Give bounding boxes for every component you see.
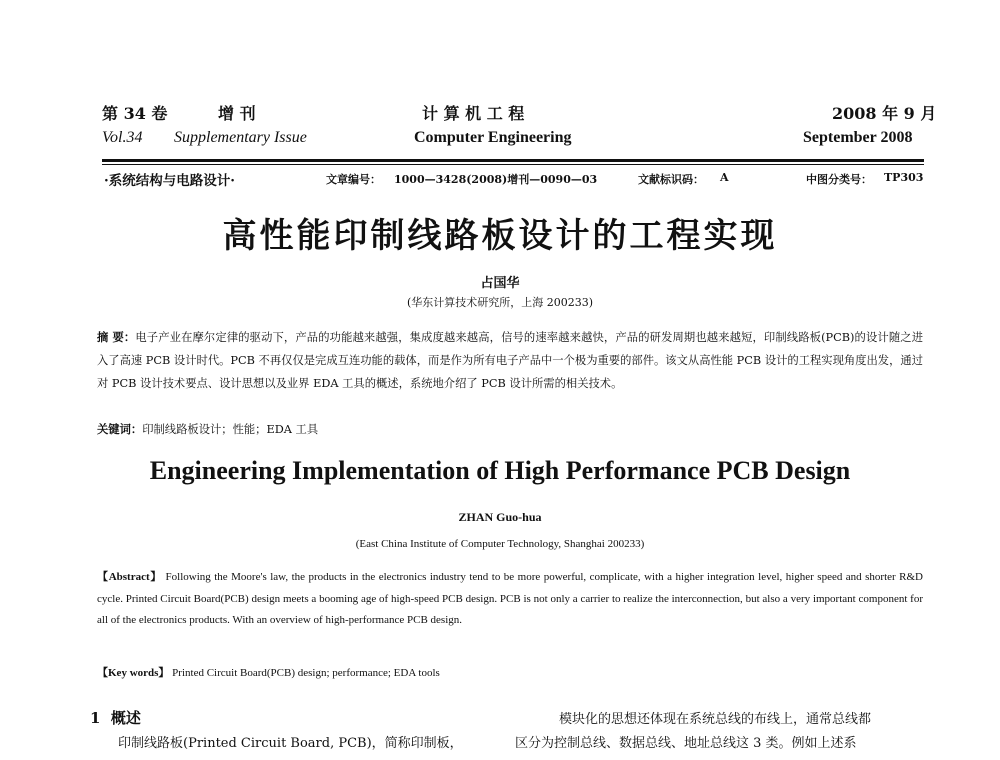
- doc-code-label: 文献标识码：: [638, 173, 704, 186]
- abstract-en-text: Following the Moore's law, the products in the electronics industry tend to be more powerful, complicate, with a higher integration level, higher speed and shorter R&D cycle. Printed Circuit Board(PCB) design meets a booming age of high-speed PCB design. PCB is not only a carrier to realize the interconnection, but also a very important component for all of the electronics products. With an overview of high-performance PCB design.: [97, 571, 923, 626]
- body-right-line-2: 区分为控制总线、数据总线、地址总线这 3 类。例如上述系: [515, 736, 857, 751]
- header-rule-thick: [102, 159, 924, 162]
- volume-en: Vol.34: [102, 129, 143, 146]
- section-number: 1: [90, 709, 101, 727]
- keywords-en: [97, 662, 923, 685]
- body-left-text: 印制线路板(Printed Circuit Board, PCB)，简称印制板，: [118, 736, 463, 751]
- paper-title-en: Engineering Implementation of High Performance PCB Design: [149, 456, 851, 485]
- section-title: 概述: [110, 709, 141, 727]
- affiliation-cn: (华东计算技术研究所，上海 200233): [406, 296, 594, 309]
- keywords-cn-label: 关键词：: [97, 422, 143, 436]
- clc-number: TP303: [884, 171, 924, 184]
- issue-en: Supplementary Issue: [174, 129, 307, 146]
- body-column-right: [515, 708, 925, 756]
- author-cn: 占国华: [480, 276, 520, 291]
- body-right-line-1: 模块化的思想还体现在系统总线的布线上，通常总线都: [559, 712, 872, 727]
- keywords-cn-text: 印制线路板设计；性能；EDA 工具: [142, 423, 319, 436]
- keywords-en-label: 【Key words】: [97, 667, 170, 679]
- keywords-en-text: Printed Circuit Board(PCB) design; performance; EDA tools: [172, 667, 440, 679]
- doc-code: A: [720, 171, 729, 184]
- abstract-en-label: 【Abstract】: [97, 571, 163, 583]
- journal-name-en: Computer Engineering: [414, 129, 572, 146]
- keywords-cn: [97, 418, 923, 441]
- date-cn: 2008 年 9 月: [832, 104, 937, 123]
- header-rule-thin: [102, 164, 924, 165]
- article-number: 1000—3428(2008)增刊—0090—03: [394, 173, 598, 186]
- author-en: ZHAN Guo-hua: [458, 510, 542, 524]
- journal-name-cn: 计 算 机 工 程: [422, 104, 525, 123]
- issue-cn: 增 刊: [218, 104, 256, 123]
- abstract-cn-label: 摘 要：: [97, 330, 136, 344]
- abstract-cn: [97, 326, 923, 395]
- abstract-cn-text: 电子产业在摩尔定律的驱动下，产品的功能越来越强，集成度越来越高，信号的速率越来越快，产品的研发周期也越来越短，印制线路板(PCB)的设计随之进入了高速 PCB 设计时代。PCB 不再仅仅是完成互连功能的载体，而是作为所有电子产品中一个极为重要的部件。该文从高性能 PCB 设计的工程实现角度出发，通过对 PCB 设计技术要点、设计思想以及业界 EDA 工具的概述，系统地介绍了 PCB 设计所需的相关技术。: [97, 331, 923, 390]
- article-number-label: 文章编号：: [326, 173, 381, 186]
- section-category: ·系统结构与电路设计·: [104, 173, 235, 189]
- clc-label: 中图分类号：: [806, 173, 872, 186]
- date-en: September 2008: [803, 129, 913, 146]
- section-heading: [90, 707, 141, 728]
- volume-cn: 第 34 卷: [102, 104, 168, 123]
- affiliation-en: (East China Institute of Computer Technology, Shanghai 200233): [355, 538, 645, 550]
- body-column-left: [90, 732, 500, 756]
- abstract-en: [97, 567, 923, 632]
- paper-title-cn: 高性能印制线路板设计的工程实现: [222, 216, 778, 256]
